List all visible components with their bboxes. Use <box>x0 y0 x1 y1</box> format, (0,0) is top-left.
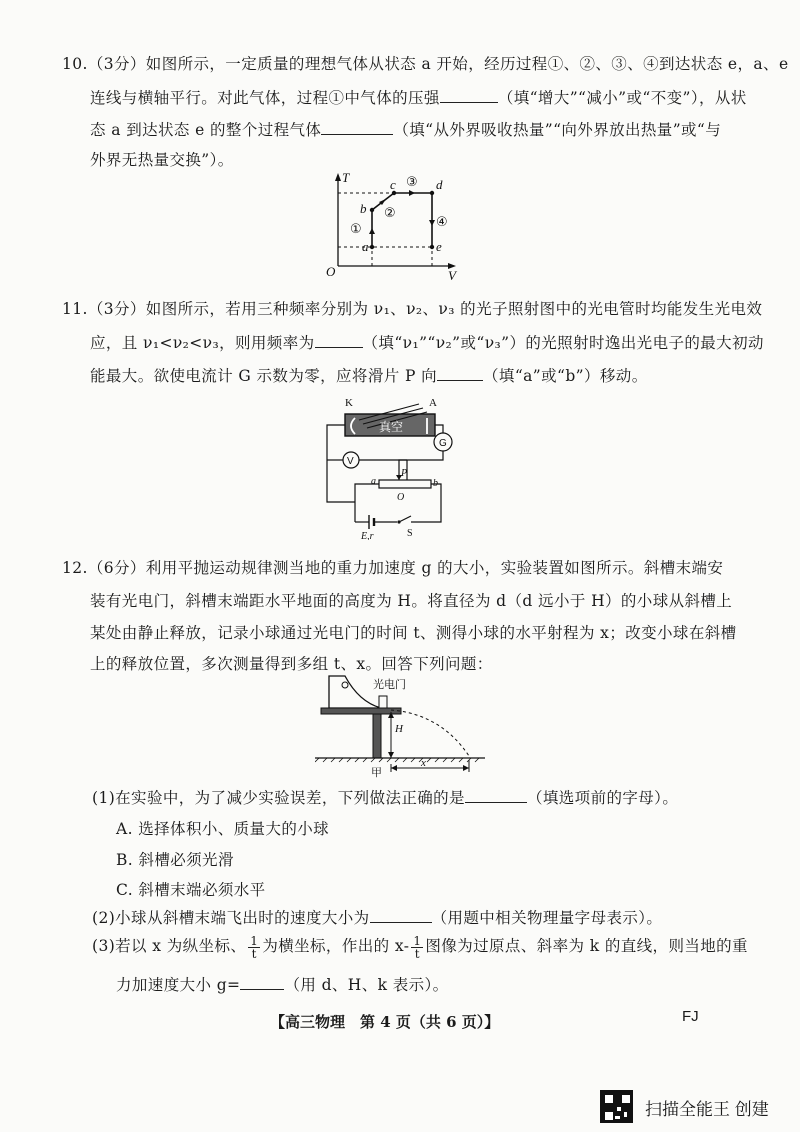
option-C: C. 斜槽末端必须水平 <box>116 881 266 899</box>
q10-text: 态 a 到达状态 e 的整个过程气体 <box>90 121 322 139</box>
q10-line-1: 10.（3分）如图所示，一定质量的理想气体从状态 a 开始，经历过程①、②、③、④到达状态 e，a、e <box>62 55 789 73</box>
state-a-label: a <box>362 239 369 254</box>
q12-sub-1 <box>92 786 678 808</box>
q12-text: （填选项前的字母）。 <box>526 789 679 807</box>
q11-line-1: 11.（3分）如图所示，若用三种频率分别为 ν₁、ν₂、ν₃ 的光子照射图中的光电管时均能发生光电效 <box>62 300 763 318</box>
q10-line-4: 外界无热量交换”）。 <box>90 151 234 169</box>
scanner-text: 扫描全能王 创建 <box>645 1100 769 1119</box>
height-H-label: H <box>395 723 403 735</box>
axis-V-label: V <box>448 268 456 282</box>
fraction-1-over-t <box>411 935 423 960</box>
q10-blank-2 <box>321 120 393 135</box>
state-e-label: e <box>436 239 442 254</box>
voltmeter-label: V <box>347 456 354 467</box>
range-x-label: x <box>421 757 426 769</box>
process-1-label: ① <box>350 222 362 237</box>
frac-num: 1 <box>413 933 422 948</box>
q12-line-2: 装有光电门，斜槽末端距水平地面的高度为 H。将直径为 d（d 远小于 H）的小球从斜槽上 <box>90 592 733 610</box>
q12-text: (3)若以 x 为纵坐标、 <box>92 937 247 955</box>
qr-code-icon <box>600 1090 633 1123</box>
process-3-label: ③ <box>406 175 418 190</box>
photogate-label: 光电门 <box>373 678 406 691</box>
q12-line-1: 12.（6分）利用平抛运动规律测当地的重力加速度 g 的大小，实验装置如图所示。斜槽末端安 <box>62 559 724 577</box>
q12-text: （用题中相关物理量字母表示）。 <box>431 909 663 927</box>
q11-line-3 <box>90 364 648 386</box>
frac-num: 1 <box>250 933 259 948</box>
q10-text: （填“从外界吸收热量”“向外界放出热量”或“与 <box>393 121 722 139</box>
projectile-apparatus <box>315 672 490 780</box>
region-code: FJ <box>682 1008 699 1025</box>
battery-label: E,r <box>361 531 374 540</box>
q12-text: 图像为过原点、斜率为 k 的直线，则当地的重 <box>425 937 748 955</box>
page-footer: 【高三物理 第 4 页（共 6 页）】 <box>270 1013 500 1031</box>
q11-text: （填“ν₁”“ν₂”或“ν₃”）的光照射时逸出光电子的最大初动 <box>362 334 764 352</box>
state-c-label: c <box>390 177 396 192</box>
q10-text: 连线与横轴平行。对此气体，过程①中气体的压强 <box>90 89 440 107</box>
q10-text: （填“增大”“减小”或“不变”），从状 <box>497 89 747 107</box>
q12-text: 为横坐标，作出的 x- <box>262 937 410 955</box>
vacuum-label: 真空 <box>379 420 404 434</box>
frac-den: t <box>414 946 420 961</box>
q12-blank-3 <box>240 975 284 990</box>
q10-blank-1 <box>440 88 498 103</box>
option-B: B. 斜槽必须光滑 <box>116 851 234 869</box>
scanner-watermark <box>600 1090 780 1124</box>
process-4-label: ④ <box>436 215 448 230</box>
origin-label: O <box>326 264 336 279</box>
frac-den: t <box>251 946 257 961</box>
q12-text: (2)小球从斜槽末端飞出时的速度大小为 <box>92 909 370 927</box>
q10-line-3 <box>90 118 721 140</box>
figure-caption: 甲 <box>371 766 382 779</box>
q12-sub-3 <box>92 934 748 960</box>
anode-label: A <box>429 397 437 409</box>
q11-text: （填“a”或“b”）移动。 <box>483 367 648 385</box>
q11-blank-2 <box>437 366 483 381</box>
q11-text: 能最大。欲使电流计 G 示数为零，应将滑片 P 向 <box>90 367 438 385</box>
terminal-a-label: a <box>371 476 376 487</box>
process-2-label: ② <box>384 206 396 221</box>
option-A: A. 选择体积小、质量大的小球 <box>116 820 330 838</box>
q12-text: （用 d、H、k 表示）。 <box>284 976 449 994</box>
q11-blank-1 <box>315 333 363 348</box>
galvanometer-label: G <box>439 438 447 449</box>
photoelectric-circuit <box>315 390 465 540</box>
point-O-label: O <box>397 492 405 503</box>
q11-text: 应，且 ν₁<ν₂<ν₃，则用频率为 <box>90 334 315 352</box>
switch-label: S <box>407 528 413 539</box>
q12-text: (1)在实验中，为了减少实验误差，下列做法正确的是 <box>92 789 465 807</box>
q10-line-2 <box>90 86 747 108</box>
slide-rheostat <box>379 480 431 488</box>
state-d-label: d <box>436 177 443 192</box>
cathode-label: K <box>345 397 353 409</box>
q12-sub-2 <box>92 906 662 928</box>
q12-blank-1 <box>465 788 527 803</box>
terminal-b-label: b <box>433 478 438 489</box>
axis-T-label: T <box>342 170 350 185</box>
q12-line-4: 上的释放位置，多次测量得到多组 t、x。回答下列问题： <box>90 655 493 673</box>
state-b-label: b <box>360 201 367 216</box>
slider-P-label: P <box>401 468 408 479</box>
q12-blank-2 <box>370 908 432 923</box>
fraction-1-over-t <box>248 935 260 960</box>
q12-text: 力加速度大小 g= <box>116 976 241 994</box>
q12-sub-3-cont <box>116 973 449 995</box>
tv-diagram <box>320 170 470 282</box>
q11-line-2 <box>90 331 764 353</box>
q12-line-3: 某处由静止释放，记录小球通过光电门的时间 t、测得小球的水平射程为 x；改变小球在斜槽 <box>90 624 737 642</box>
